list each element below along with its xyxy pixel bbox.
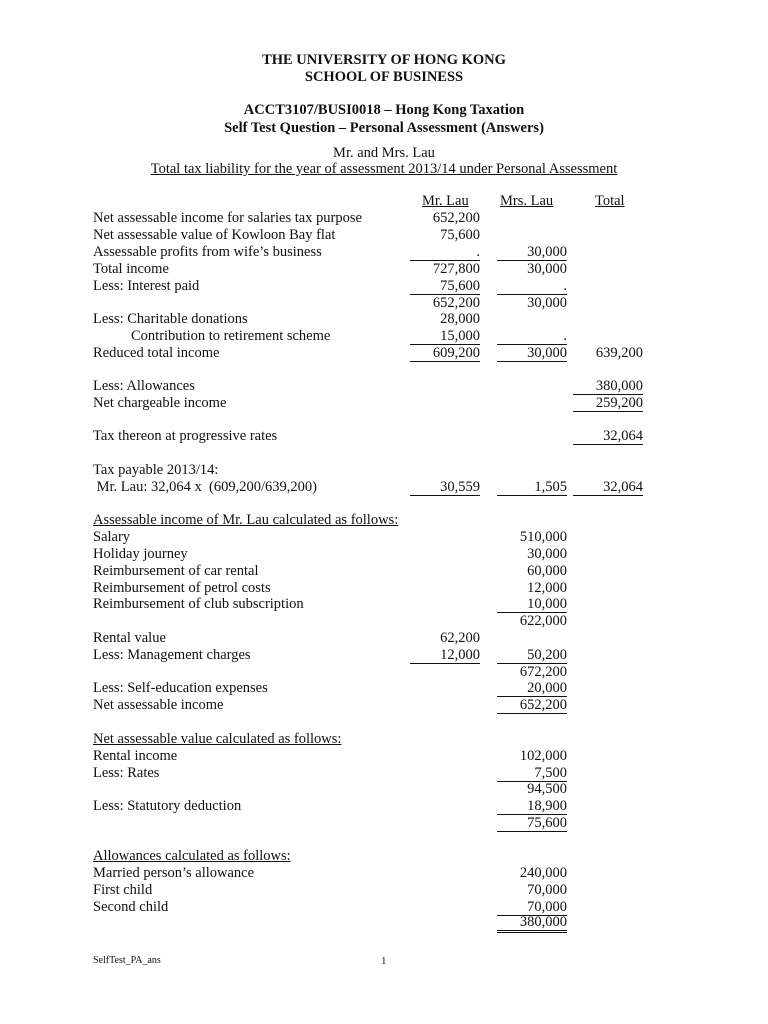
mrs-lau-value: 30,000 bbox=[497, 244, 567, 261]
document-subtitle: Self Test Question – Personal Assessment (Answers) bbox=[224, 120, 544, 136]
table-row bbox=[0, 428, 768, 445]
column-header-mr-lau: Mr. Lau bbox=[422, 193, 469, 209]
table-row bbox=[0, 580, 768, 597]
table-row bbox=[0, 227, 768, 244]
row-label: Holiday journey bbox=[93, 546, 188, 562]
amount-value: 672,200 bbox=[519, 664, 567, 680]
row-label: Second child bbox=[93, 899, 169, 915]
table-row bbox=[0, 596, 768, 613]
table-caption: Total tax liability for the year of assessment 2013/14 under Personal Assessment bbox=[150, 161, 618, 177]
amount-value: 62,200 bbox=[440, 630, 480, 646]
mrs-lau-value: 30,000 bbox=[527, 295, 567, 311]
amount-value: 94,500 bbox=[527, 781, 567, 797]
row-label: Net assessable value of Kowloon Bay flat bbox=[93, 227, 336, 243]
mrs-lau-value: . bbox=[497, 278, 567, 295]
mr-lau-value: 75,600 bbox=[440, 227, 480, 243]
table-row bbox=[0, 664, 768, 681]
row-label: Assessable profits from wife’s business bbox=[93, 244, 322, 260]
table-row bbox=[0, 815, 768, 832]
amount-value: 75,600 bbox=[497, 815, 567, 832]
total-value: 639,200 bbox=[595, 345, 643, 361]
row-label: Reduced total income bbox=[93, 345, 220, 361]
row-label: Less: Self-education expenses bbox=[93, 680, 268, 696]
table-row bbox=[0, 210, 768, 227]
mr-lau-value: 75,600 bbox=[410, 278, 480, 295]
row-label: Reimbursement of petrol costs bbox=[93, 580, 271, 596]
amount-value: 10,000 bbox=[497, 596, 567, 613]
amount-value: 12,000 bbox=[410, 647, 480, 664]
row-label: Rental income bbox=[93, 748, 178, 764]
table-row bbox=[0, 882, 768, 899]
page-number: 1 bbox=[381, 955, 387, 967]
row-label: Reimbursement of car rental bbox=[93, 563, 259, 579]
amount-value: 70,000 bbox=[527, 882, 567, 898]
table-row bbox=[0, 244, 768, 261]
row-label: Less: Charitable donations bbox=[93, 311, 248, 327]
amount-value: 30,000 bbox=[527, 546, 567, 562]
table-row bbox=[0, 630, 768, 647]
row-label: Net assessable income bbox=[93, 697, 224, 713]
footer-filename: SelfTest_PA_ans bbox=[93, 955, 161, 966]
mr-lau-value: 652,200 bbox=[432, 295, 480, 311]
section-heading: Allowances calculated as follows: bbox=[93, 848, 291, 864]
column-header-mrs-lau: Mrs. Lau bbox=[500, 193, 554, 209]
row-label: Tax thereon at progressive rates bbox=[93, 428, 278, 444]
section-heading: Net assessable value calculated as follows: bbox=[93, 731, 342, 747]
section-heading: Assessable income of Mr. Lau calculated as follows: bbox=[93, 512, 399, 528]
table-row bbox=[0, 865, 768, 882]
table-row bbox=[0, 563, 768, 580]
row-label: Married person’s allowance bbox=[93, 865, 255, 881]
table-row bbox=[0, 915, 768, 932]
total-value: 32,064 bbox=[573, 428, 643, 445]
row-label: Contribution to retirement scheme bbox=[131, 328, 331, 344]
mr-lau-value: 652,200 bbox=[432, 210, 480, 226]
mr-lau-value: 30,559 bbox=[410, 479, 480, 496]
amount-value: 7,500 bbox=[497, 765, 567, 782]
table-row bbox=[0, 798, 768, 815]
amount-value: 510,000 bbox=[519, 529, 567, 545]
course-title: ACCT3107/BUSI0018 – Hong Kong Taxation bbox=[243, 102, 525, 118]
amount-value: 12,000 bbox=[527, 580, 567, 596]
table-row bbox=[0, 647, 768, 664]
caption-wrapper bbox=[0, 161, 768, 178]
amount-value: 60,000 bbox=[527, 563, 567, 579]
row-label: Less: Statutory deduction bbox=[93, 798, 242, 814]
section-heading-row bbox=[0, 848, 768, 865]
mrs-lau-value: 1,505 bbox=[497, 479, 567, 496]
row-label: Salary bbox=[93, 529, 131, 545]
table-row bbox=[0, 781, 768, 798]
amount-value: 50,200 bbox=[497, 647, 567, 664]
column-header-total: Total bbox=[595, 193, 625, 209]
total-value: 259,200 bbox=[573, 395, 643, 412]
table-row bbox=[0, 546, 768, 563]
table-row bbox=[0, 395, 768, 412]
table-row bbox=[0, 479, 768, 496]
mr-lau-value: 15,000 bbox=[410, 328, 480, 345]
row-label: Less: Interest paid bbox=[93, 278, 200, 294]
school-name: SCHOOL OF BUSINESS bbox=[304, 69, 464, 85]
table-row bbox=[0, 697, 768, 714]
table-row bbox=[0, 680, 768, 697]
mr-lau-value: 727,800 bbox=[432, 261, 480, 277]
taxpayer-names: Mr. and Mrs. Lau bbox=[333, 145, 435, 161]
table-row bbox=[0, 295, 768, 312]
row-label: Less: Rates bbox=[93, 765, 160, 781]
table-row bbox=[0, 378, 768, 395]
mrs-lau-value: . bbox=[497, 328, 567, 345]
row-label: Less: Allowances bbox=[93, 378, 195, 394]
row-label: Less: Management charges bbox=[93, 647, 251, 663]
total-value: 380,000 bbox=[573, 378, 643, 395]
amount-value: 102,000 bbox=[519, 748, 567, 764]
table-row bbox=[0, 261, 768, 278]
table-row bbox=[0, 613, 768, 630]
university-name: THE UNIVERSITY OF HONG KONG bbox=[262, 52, 506, 68]
table-row bbox=[0, 345, 768, 362]
mr-lau-value: . bbox=[410, 244, 480, 261]
row-label: Mr. Lau: 32,064 x (609,200/639,200) bbox=[93, 479, 317, 495]
amount-value: 622,000 bbox=[519, 613, 567, 629]
mr-lau-value: 28,000 bbox=[440, 311, 480, 327]
row-label: Net assessable income for salaries tax purpose bbox=[93, 210, 362, 226]
table-row bbox=[0, 529, 768, 546]
amount-value: 240,000 bbox=[519, 865, 567, 881]
mr-lau-value: 609,200 bbox=[410, 345, 480, 362]
row-label: Total income bbox=[93, 261, 169, 277]
row-label: Reimbursement of club subscription bbox=[93, 596, 304, 612]
row-label: First child bbox=[93, 882, 153, 898]
amount-value: 70,000 bbox=[497, 899, 567, 916]
table-row bbox=[0, 748, 768, 765]
section-heading-row bbox=[0, 512, 768, 529]
row-label: Net chargeable income bbox=[93, 395, 227, 411]
section-heading-row bbox=[0, 731, 768, 748]
table-row bbox=[0, 765, 768, 782]
amount-value: 18,900 bbox=[497, 798, 567, 815]
table-row bbox=[0, 899, 768, 916]
table-row bbox=[0, 278, 768, 295]
amount-value: 652,200 bbox=[497, 697, 567, 714]
amount-value: 20,000 bbox=[497, 680, 567, 697]
table-row bbox=[0, 311, 768, 328]
mrs-lau-value: 30,000 bbox=[497, 345, 567, 362]
mrs-lau-value: 30,000 bbox=[527, 261, 567, 277]
row-label: Tax payable 2013/14: bbox=[93, 462, 219, 478]
table-row bbox=[0, 328, 768, 345]
amount-value: 380,000 bbox=[497, 915, 567, 933]
row-label: Rental value bbox=[93, 630, 166, 646]
total-value: 32,064 bbox=[573, 479, 643, 496]
table-row bbox=[0, 462, 768, 479]
